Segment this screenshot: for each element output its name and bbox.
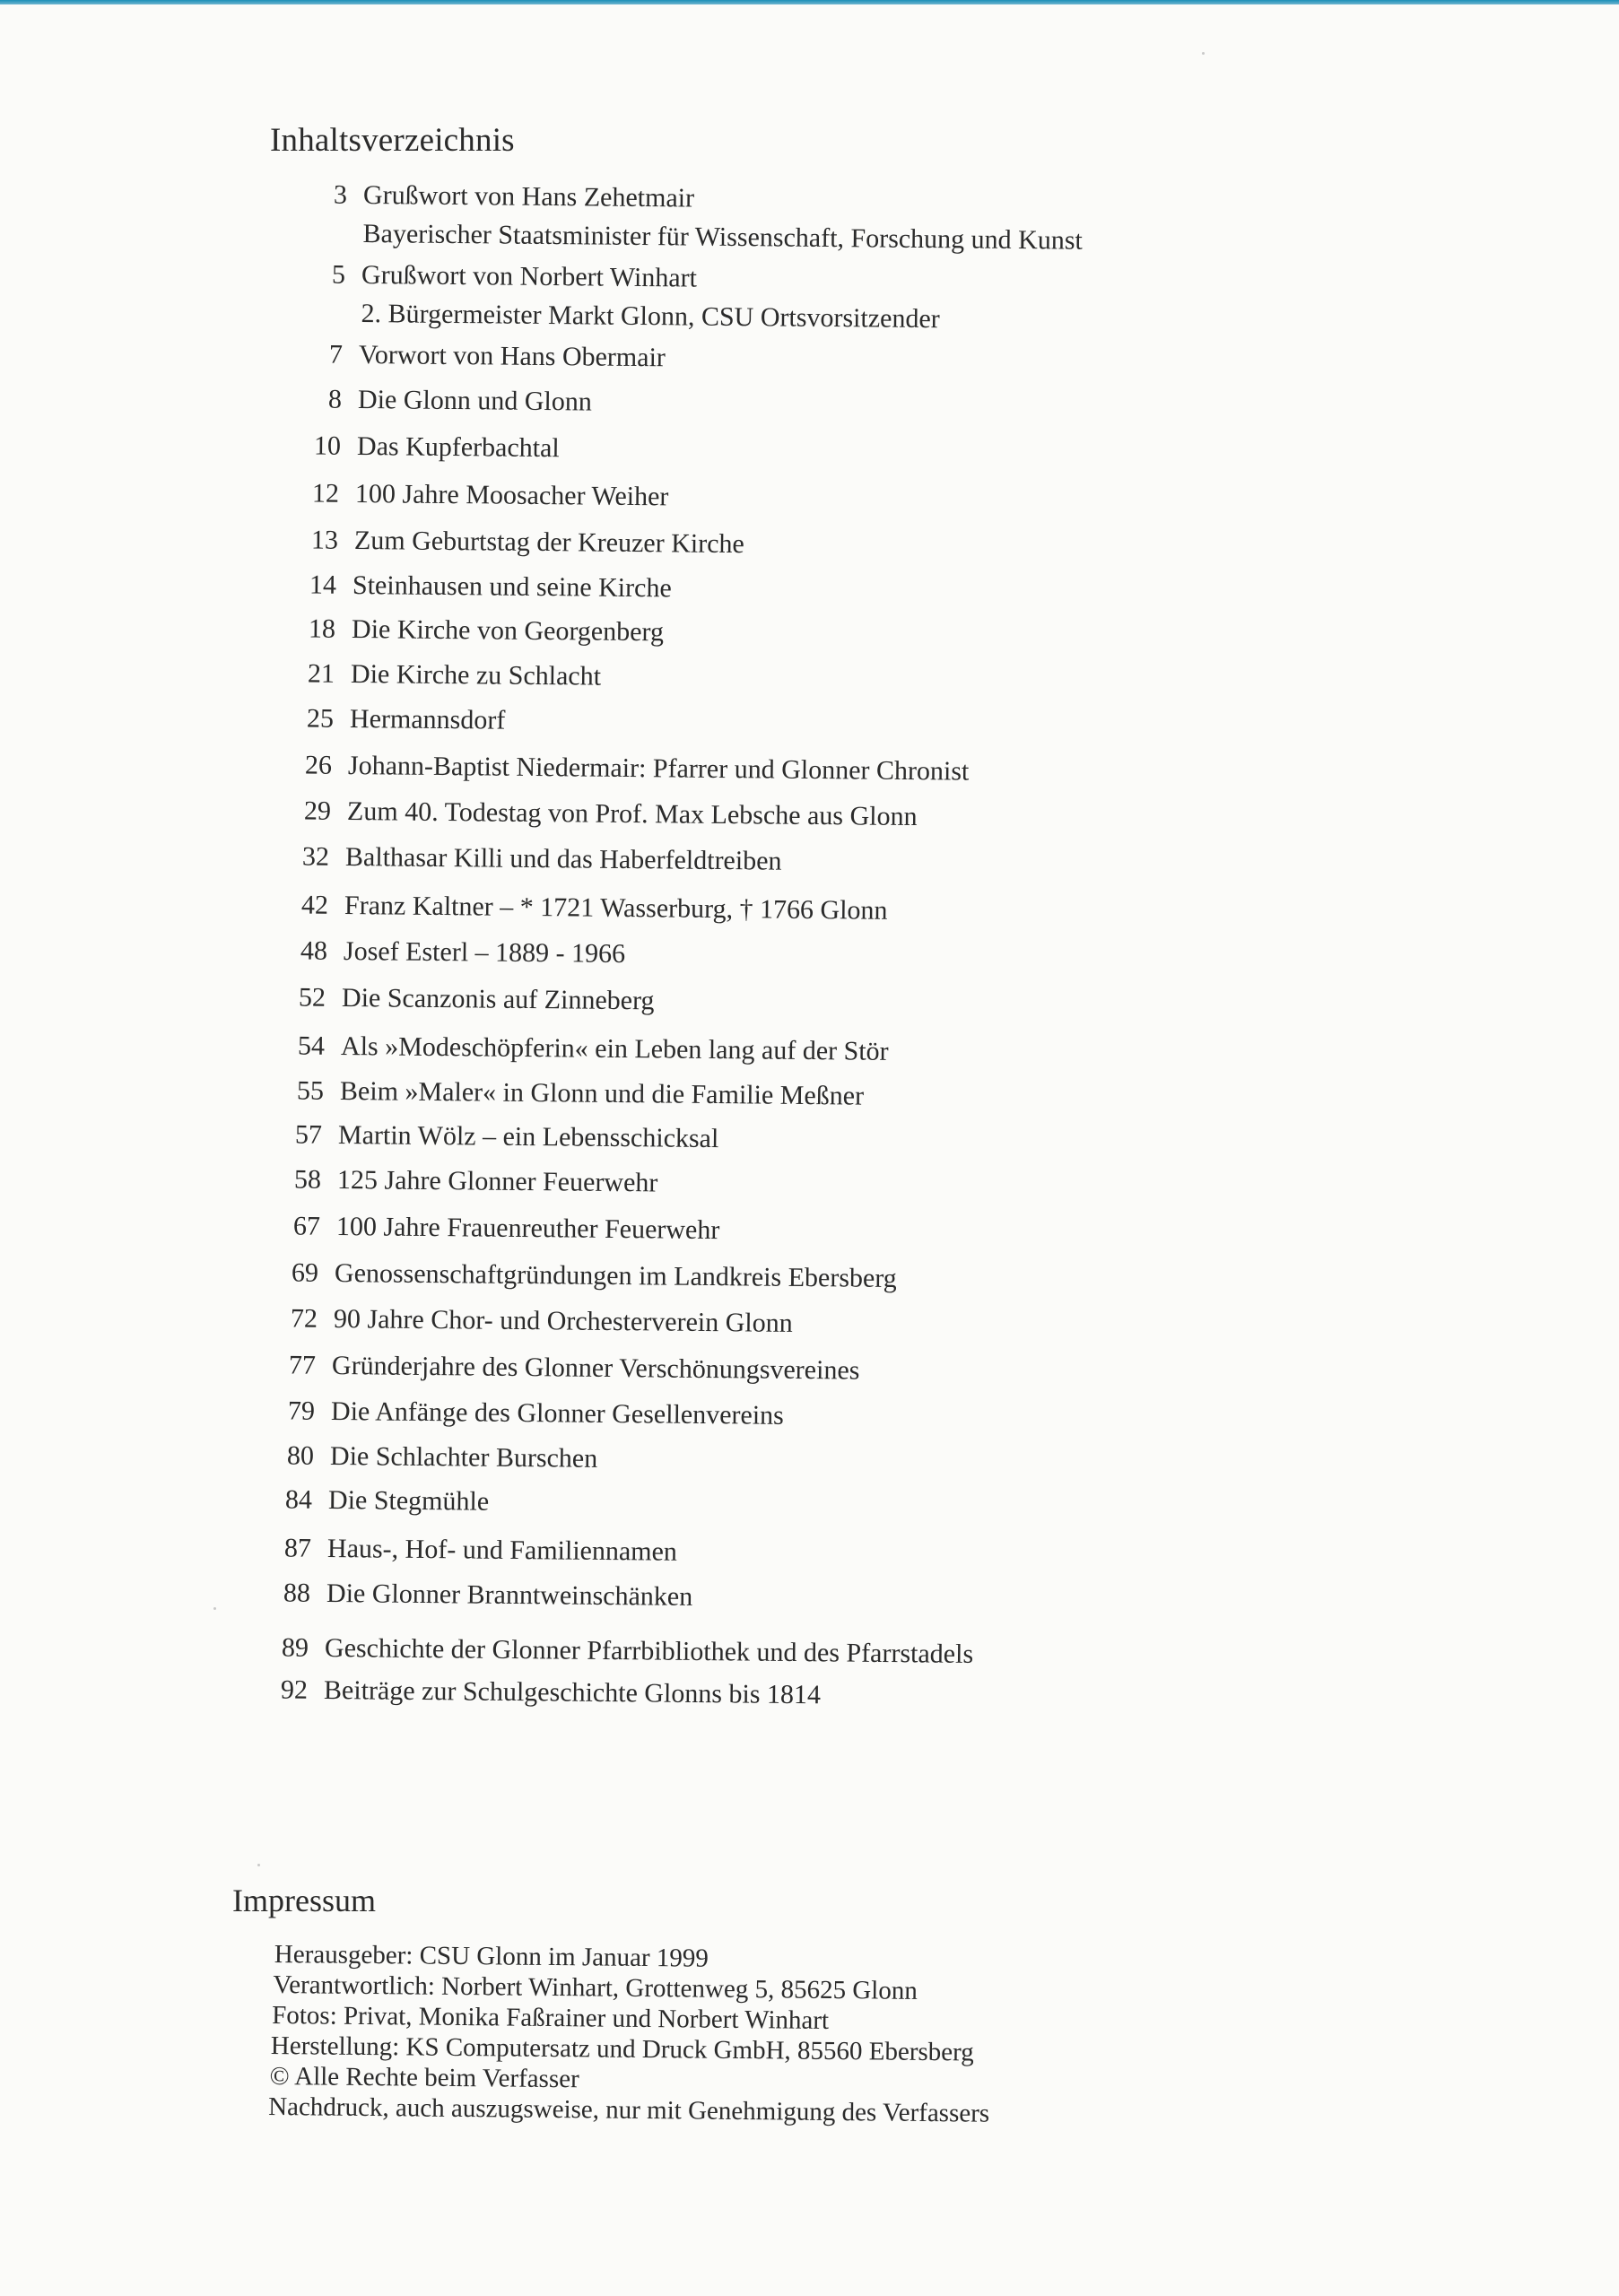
toc-entry-title: Martin Wölz – ein Lebensschicksal (337, 1119, 719, 1154)
toc-page-number: 18 (308, 613, 336, 644)
toc-page-number: 80 (286, 1440, 315, 1471)
impressum-line: © Alle Rechte beim Verfasser (269, 2061, 579, 2094)
toc-page-number: 52 (298, 982, 326, 1013)
scan-speck (257, 1864, 260, 1866)
toc-page-number: 67 (292, 1211, 321, 1241)
toc-entry-title: Vorwort von Hans Obermair (358, 339, 666, 373)
toc-entry-title: Zum 40. Todestag von Prof. Max Lebsche aus Glonn (346, 796, 918, 832)
toc-entry-title: Die Anfänge des Glonner Gesellenvereins (330, 1396, 784, 1431)
toc-page-number: 10 (313, 430, 342, 461)
impressum-line: Herausgeber: CSU Glonn im Januar 1999 (274, 1940, 709, 1973)
toc-page-number: 3 (333, 179, 348, 210)
toc-page-number: 21 (307, 658, 335, 689)
toc-entry-title: Grußwort von Norbert Winhart (361, 259, 698, 293)
toc-entry-title: Die Glonn und Glonn (357, 384, 592, 417)
toc-entry-title: Josef Esterl – 1889 - 1966 (343, 935, 626, 969)
toc-page-number: 25 (306, 703, 335, 734)
toc-entry-title: 100 Jahre Frauenreuther Feuerwehr (335, 1211, 720, 1246)
toc-page-number: 14 (309, 570, 337, 600)
toc-entry-title: Haus-, Hof- und Familiennamen (326, 1533, 678, 1567)
toc-entry-title: Die Kirche zu Schlacht (350, 658, 602, 691)
toc-entry-title: Das Kupferbachtal (356, 430, 560, 464)
page-top-edge (0, 0, 1619, 4)
impressum-line: Nachdruck, auch auszugsweise, nur mit Genehmigung des Verfassers (268, 2092, 990, 2128)
toc-page-number: 12 (311, 478, 340, 509)
toc-entry-title: Gründerjahre des Glonner Verschönungsvereines (331, 1350, 860, 1386)
toc-page-number: 88 (283, 1578, 311, 1608)
toc-page-number: 29 (303, 796, 332, 826)
toc-entry-title: Beim »Maler« in Glonn und die Familie Meßner (339, 1075, 865, 1111)
toc-entry-title: Beiträge zur Schulgeschichte Glonns bis 1814 (323, 1674, 822, 1710)
toc-page-number: 89 (281, 1632, 309, 1663)
toc-page-number: 58 (293, 1164, 322, 1195)
toc-entry-title: Die Schlachter Burschen (329, 1440, 598, 1474)
toc-entry-title: Steinhausen und seine Kirche (352, 570, 672, 604)
toc-page-number: 92 (280, 1674, 309, 1705)
toc-page-number: 54 (297, 1031, 326, 1061)
impressum-line: Herstellung: KS Computersatz und Druck GmbH, 85560 Ebersberg (270, 2031, 974, 2067)
toc-page-number: 48 (300, 935, 328, 966)
impressum-lines (268, 1939, 991, 2129)
toc-page-number: 32 (301, 841, 330, 872)
impressum-line: Fotos: Privat, Monika Faßrainer und Norbert Winhart (272, 2000, 830, 2035)
toc-page-number: 7 (328, 339, 344, 370)
toc-entry-title: Johann-Baptist Niedermair: Pfarrer und Glonner Chronist (347, 750, 970, 787)
toc-page-number: 55 (296, 1075, 325, 1106)
toc-heading: Inhaltsverzeichnis (270, 122, 515, 159)
toc-page-number: 26 (304, 750, 333, 780)
toc-entry-title: Genossenschaftgründungen im Landkreis Ebersberg (334, 1257, 897, 1293)
toc-entry-title: Zum Geburtstag der Kreuzer Kirche (353, 525, 744, 560)
toc-page-number: 57 (294, 1119, 323, 1150)
toc-entry-title: 90 Jahre Chor- und Orchesterverein Glonn (333, 1303, 793, 1338)
toc-entry-title: Geschichte der Glonner Pfarrbibliothek und des Pfarrstadels (324, 1632, 974, 1669)
toc-page-number: 79 (287, 1396, 316, 1426)
impressum-heading: Impressum (232, 1883, 376, 1918)
toc-entry-title: Balthasar Killi und das Haberfeldtreiben (344, 841, 782, 876)
toc-page-number: 69 (291, 1257, 319, 1288)
toc-entry-title: Franz Kaltner – * 1721 Wasserburg, † 1766 Glonn (344, 890, 888, 926)
toc-page-number: 5 (331, 259, 346, 290)
toc-page-number: 8 (327, 384, 343, 414)
toc-entry-title: Die Glonner Branntweinschänken (326, 1578, 693, 1612)
toc-page-number: 13 (310, 525, 339, 555)
toc-entry-subtitle: 2. Bürgermeister Markt Glonn, CSU Ortsvorsitzender (361, 298, 940, 335)
toc-entry-title: Als »Modeschöpferin« ein Leben lang auf der Stör (340, 1031, 889, 1066)
toc-entry-title: Hermannsdorf (349, 703, 506, 735)
toc-entry-title: 100 Jahre Moosacher Weiher (354, 478, 669, 512)
toc-page-number: 77 (288, 1350, 317, 1380)
impressum-line: Verantwortlich: Norbert Winhart, Grottenweg 5, 85625 Glonn (273, 1970, 918, 2005)
toc-page-number: 72 (290, 1303, 318, 1334)
toc-entry-title: Die Kirche von Georgenberg (351, 613, 665, 648)
toc-entry-title: Grußwort von Hans Zehetmair (362, 179, 695, 213)
toc-page-number: 87 (283, 1533, 312, 1563)
scan-speck (1202, 52, 1205, 55)
toc-entry-title: Die Scanzonis auf Zinneberg (341, 982, 655, 1016)
toc-entry-title: Die Stegmühle (327, 1484, 490, 1517)
toc-page-number: 42 (300, 890, 329, 920)
toc-page-number: 84 (284, 1484, 313, 1515)
toc-entry-subtitle: Bayerischer Staatsminister für Wissenschaft, Forschung und Kunst (362, 218, 1083, 256)
toc-entry-title: 125 Jahre Glonner Feuerwehr (336, 1164, 658, 1198)
scan-speck (213, 1607, 216, 1610)
